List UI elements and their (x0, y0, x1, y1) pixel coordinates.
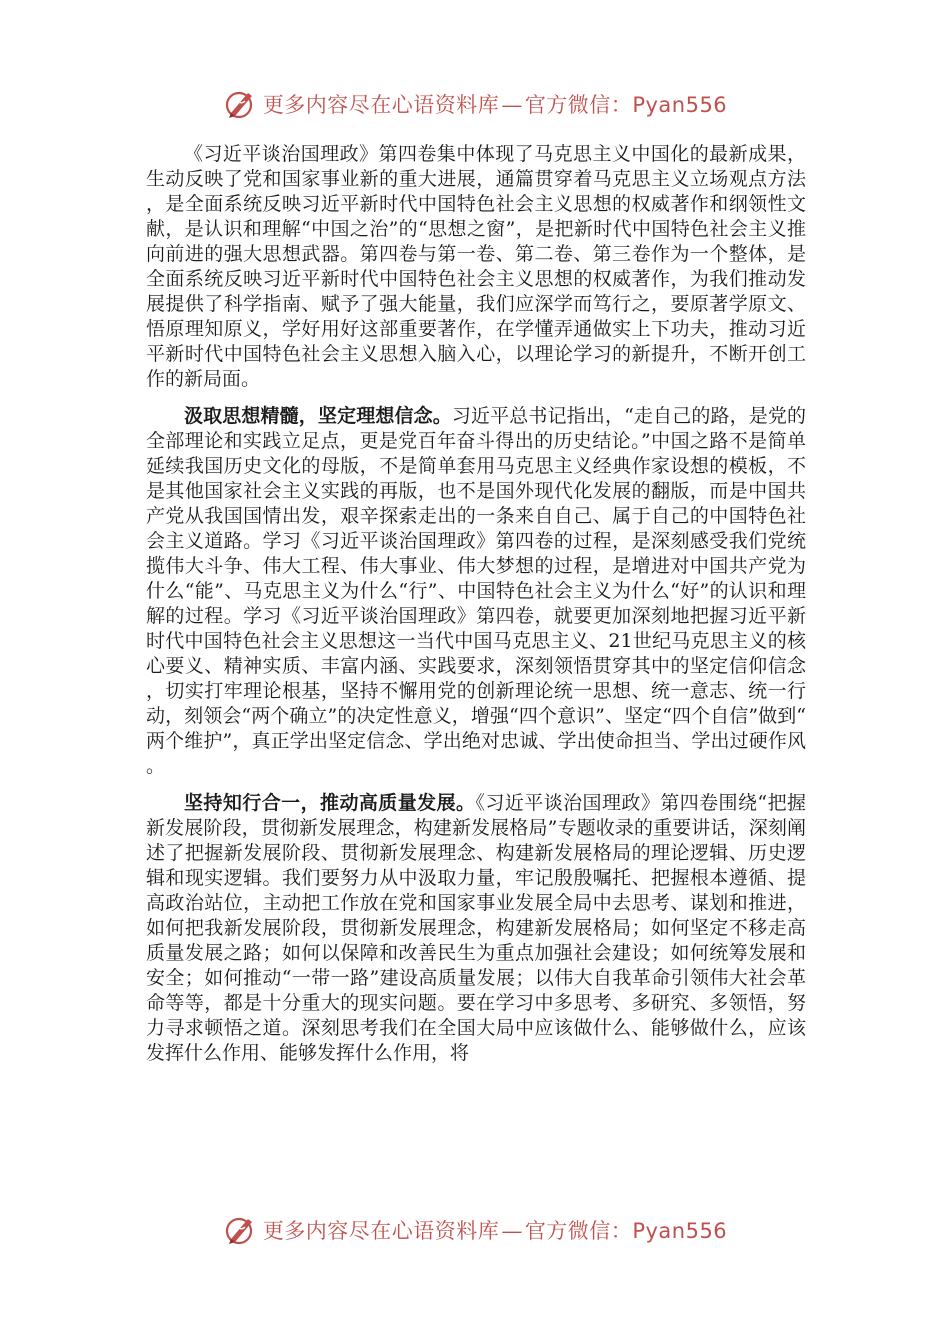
footer-banner (0, 1210, 950, 1250)
paragraph-lead: 坚持知行合一，推动高质量发展。 (184, 792, 476, 814)
paragraph-ideals (146, 404, 806, 779)
paragraph-intro (146, 142, 806, 392)
footer-banner-text (263, 1215, 727, 1245)
footer-contact-label: 官方微信： (524, 1219, 633, 1243)
pen-logo-icon (223, 86, 259, 122)
paragraph-text: 《习近平谈治国理政》第四卷围绕“把握新发展阶段，贯彻新发展理念，构建新发展格局”专题收录的重要讲话，深刻阐述了把握新发展阶段、贯彻新发展理念、构建新发展格局的理论逻辑、历史逻辑和现实逻辑。我们要努力从中汲取力量，牢记殷殷嘱托、把握根本遵循、提高政治站位，主动把工作放在党和国家事业发展全局中去思考、谋划和推进，如何把我新发展阶段，贯彻新发展理念，构建新发展格局；如何坚定不移走高质量发展之路；如何以保障和改善民生为重点加强社会建设；如何统筹发展和安全；如何推动“一带一路”建设高质量发展；以伟大自我革命引领伟大社会革命等等，都是十分重大的现实问题。要在学习中多思考、多研究、多领悟，努力寻求顿悟之道。深刻思考我们在全国大局中应该做什么、能够做什么，应该发挥什么作用、能够发挥什么作用，将 (146, 792, 806, 1064)
footer-brand-text: 更多内容尽在心语资料库 (262, 1219, 500, 1243)
pen-logo-icon (223, 1212, 259, 1248)
header-separator: — (501, 93, 523, 117)
paragraph-text: 习近平总书记指出，“走自己的路，是党的全部理论和实践立足点，更是党百年奋斗得出的历史结论。”中国之路不是简单延续我国历史文化的母版，不是简单套用马克思主义经典作家设想的模板，不是其他国家社会主义实践的再版，也不是国外现代化发展的翻版，而是中国共产党从我国国情出发，艰辛探索走出的一条来自自己、属于自己的中国特色社会主义道路。学习《习近平谈治国理政》第四卷的过程，是深刻感受我们党统揽伟大斗争、伟大工程、伟大事业、伟大梦想的过程，是增进对中国共产党为什么“能”、马克思主义为什么“行”、中国特色社会主义为什么“好”的认识和理解的过程。学习《习近平谈治国理政》第四卷，就要更加深刻地把握习近平新时代中国特色社会主义思想这一当代中国马克思主义、21世纪马克思主义的核心要义、精神实质、丰富内涵、实践要求，深刻领悟贯穿其中的坚定信仰信念，切实打牢理论根基，坚持不懈用党的创新理论统一思想、统一意志、统一行动，刻领会“两个确立”的决定性意义，增强“四个意识”、坚定“四个自信”做到“两个维护”，真正学出坚定信念、学出绝对忠诚、学出使命担当、学出过硬作风。 (146, 405, 806, 777)
header-brand-text: 更多内容尽在心语资料库 (262, 93, 500, 117)
footer-contact-id: Pyan556 (632, 1219, 728, 1243)
header-contact-id: Pyan556 (632, 93, 728, 117)
header-banner (0, 84, 950, 124)
footer-separator: — (501, 1219, 523, 1243)
header-banner-text (263, 89, 727, 119)
paragraph-development (146, 791, 806, 1066)
paragraph-text: 《习近平谈治国理政》第四卷集中体现了马克思主义中国化的最新成果，生动反映了党和国家事业新的重大进展，通篇贯穿着马克思主义立场观点方法，是全面系统反映习近平新时代中国特色社会主义思想的权威著作和纲领性文献，是认识和理解“中国之治”的“思想之窗”，是把新时代中国特色社会主义推向前进的强大思想武器。第四卷与第一卷、第二卷、第三卷作为一个整体，是全面系统反映习近平新时代中国特色社会主义思想的权威著作，为我们推动发展提供了科学指南、赋予了强大能量，我们应深学而笃行之，要原著学原文、悟原理知原义，学好用好这部重要著作，在学懂弄通做实上下功夫，推动习近平新时代中国特色社会主义思想入脑入心，以理论学习的新提升，不断开创工作的新局面。 (146, 143, 806, 390)
paragraph-lead: 汲取思想精髓，坚定理想信念。 (184, 405, 452, 427)
header-contact-label: 官方微信： (524, 93, 633, 117)
document-body (146, 142, 806, 1172)
